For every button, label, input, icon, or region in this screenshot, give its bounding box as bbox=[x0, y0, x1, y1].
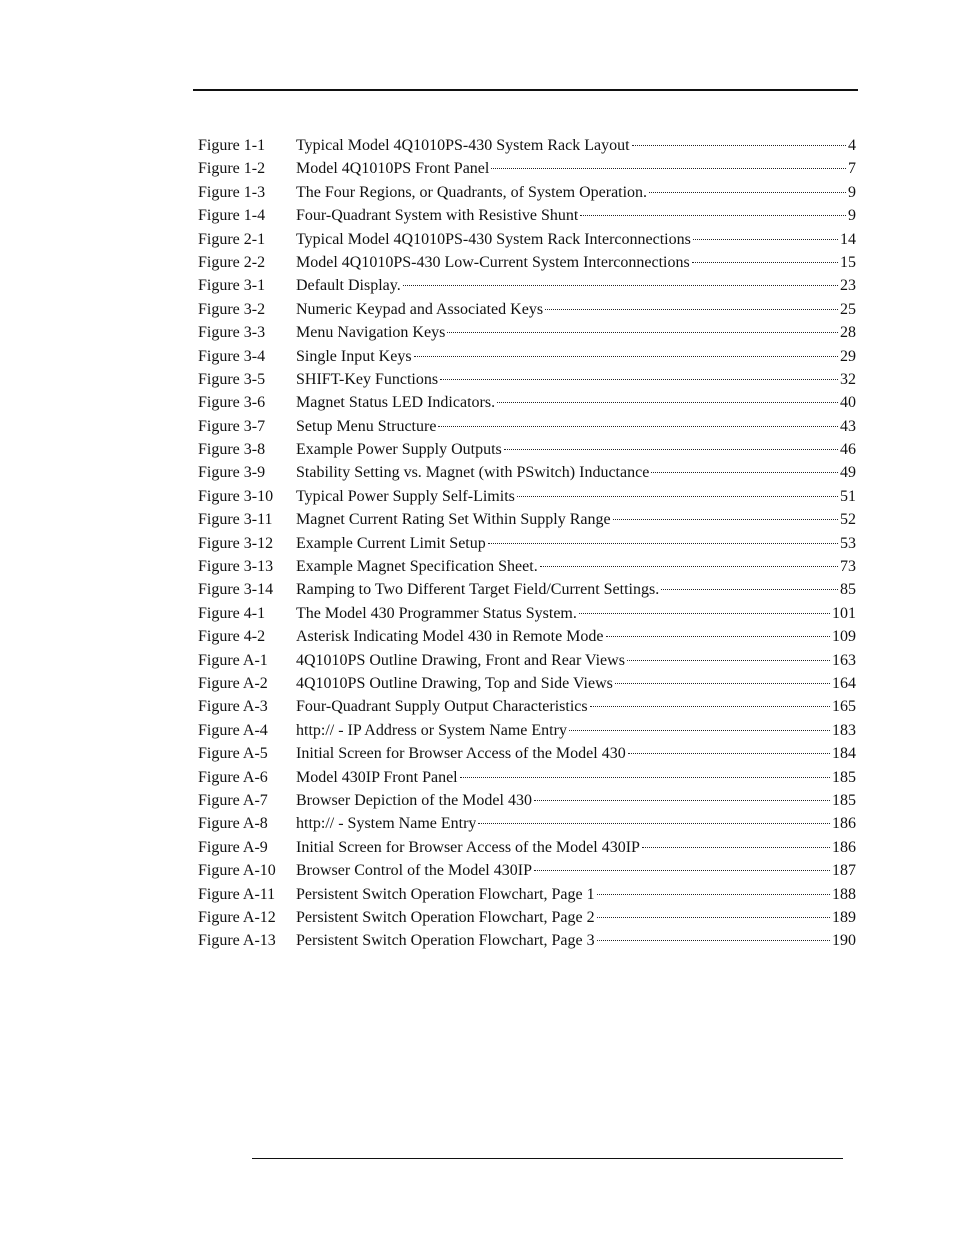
figure-number: Figure 3-11 bbox=[198, 511, 273, 529]
dot-leader bbox=[642, 847, 830, 848]
figure-title: 4Q1010PS Outline Drawing, Top and Side Views bbox=[296, 674, 613, 692]
page-number: 9 bbox=[848, 207, 856, 225]
dot-leader bbox=[590, 706, 830, 707]
page-number: 187 bbox=[832, 862, 856, 880]
figure-number: Figure 3-4 bbox=[198, 347, 266, 365]
figure-number: Figure A-7 bbox=[198, 791, 268, 809]
figure-title: Typical Model 4Q1010PS-430 System Rack Layout bbox=[296, 137, 630, 154]
figure-entry[interactable] bbox=[198, 204, 856, 227]
dot-leader bbox=[613, 519, 838, 520]
page-number: 85 bbox=[840, 581, 856, 599]
page-number: 164 bbox=[832, 674, 856, 692]
figure-number: Figure 2-2 bbox=[198, 253, 266, 271]
list-of-figures bbox=[198, 134, 856, 953]
figure-title: Persistent Switch Operation Flowchart, Page 1 bbox=[296, 885, 595, 903]
figure-entry[interactable] bbox=[198, 625, 856, 648]
figure-number: Figure A-3 bbox=[198, 698, 268, 716]
page-number: 190 bbox=[832, 932, 856, 950]
page-number: 15 bbox=[840, 253, 856, 271]
figure-entry[interactable] bbox=[198, 157, 856, 180]
figure-title: Persistent Switch Operation Flowchart, Page 2 bbox=[296, 908, 595, 926]
figure-title: Menu Navigation Keys bbox=[296, 324, 446, 342]
figure-title: Four-Quadrant System with Resistive Shunt bbox=[296, 207, 579, 225]
figure-number: Figure 4-2 bbox=[198, 628, 266, 646]
figure-entry[interactable] bbox=[198, 181, 856, 204]
dot-leader bbox=[497, 402, 838, 403]
figure-entry[interactable] bbox=[198, 532, 856, 555]
dot-leader bbox=[615, 683, 830, 684]
figure-entry[interactable] bbox=[198, 883, 856, 906]
page-number: 165 bbox=[832, 698, 856, 716]
figure-title: Setup Menu Structure bbox=[296, 417, 437, 435]
page-number: 186 bbox=[832, 815, 856, 833]
page-number: 185 bbox=[832, 768, 856, 786]
page-number: 40 bbox=[840, 394, 856, 412]
dot-leader bbox=[517, 496, 838, 497]
page-number: 29 bbox=[840, 347, 856, 365]
figure-number: Figure A-4 bbox=[198, 721, 268, 739]
header-rule bbox=[193, 89, 858, 91]
figure-entry[interactable] bbox=[198, 298, 856, 321]
figure-title: Magnet Current Rating Set Within Supply Range bbox=[296, 511, 611, 529]
page-number: 32 bbox=[840, 370, 856, 388]
page-number: 186 bbox=[832, 838, 856, 856]
dot-leader bbox=[460, 777, 830, 778]
figure-title: Example Magnet Specification Sheet. bbox=[296, 558, 538, 576]
figure-entry[interactable] bbox=[198, 929, 856, 952]
figure-entry[interactable] bbox=[198, 274, 856, 297]
figure-title: Persistent Switch Operation Flowchart, Page 3 bbox=[296, 932, 595, 950]
figure-title: The Model 430 Programmer Status System. bbox=[296, 604, 577, 622]
page-number: 163 bbox=[832, 651, 856, 669]
figure-entry[interactable] bbox=[198, 391, 856, 414]
dot-leader bbox=[632, 145, 846, 146]
figure-title: SHIFT-Key Functions bbox=[296, 370, 439, 388]
figure-title: The Four Regions, or Quadrants, of System Operation. bbox=[296, 183, 648, 201]
figure-title: Asterisk Indicating Model 430 in Remote Mode bbox=[296, 628, 604, 646]
figure-entry[interactable] bbox=[198, 485, 856, 508]
figure-entry[interactable] bbox=[198, 766, 856, 789]
dot-leader bbox=[504, 449, 838, 450]
figure-title: http:// - IP Address or System Name Entry bbox=[296, 721, 567, 739]
page-number: 183 bbox=[832, 721, 856, 739]
figure-entry[interactable] bbox=[198, 415, 856, 438]
figure-title: Model 430IP Front Panel bbox=[296, 768, 458, 786]
figure-number: Figure A-2 bbox=[198, 674, 268, 692]
figure-title: Stability Setting vs. Magnet (with PSwitch) Inductance bbox=[296, 464, 650, 482]
figure-number: Figure 3-7 bbox=[198, 417, 266, 435]
figure-number: Figure 1-4 bbox=[198, 207, 266, 225]
dot-leader bbox=[597, 917, 830, 918]
dot-leader bbox=[540, 566, 838, 567]
figure-title: Initial Screen for Browser Access of the Model 430IP bbox=[296, 838, 640, 856]
figure-number: Figure A-10 bbox=[198, 862, 276, 880]
figure-number: Figure 2-1 bbox=[198, 230, 266, 248]
figure-entry[interactable] bbox=[198, 812, 856, 835]
figure-title: 4Q1010PS Outline Drawing, Front and Rear Views bbox=[296, 651, 625, 669]
page-number: 53 bbox=[840, 534, 856, 552]
dot-leader bbox=[693, 239, 838, 240]
figure-number: Figure 1-3 bbox=[198, 183, 266, 201]
figure-entry[interactable] bbox=[198, 508, 856, 531]
figure-number: Figure 3-5 bbox=[198, 370, 266, 388]
dot-leader bbox=[534, 870, 830, 871]
dot-leader bbox=[491, 168, 846, 169]
figure-title: Initial Screen for Browser Access of the Model 430 bbox=[296, 745, 626, 763]
figure-number: Figure 3-10 bbox=[198, 487, 274, 505]
figure-number: Figure 3-3 bbox=[198, 324, 266, 342]
dot-leader bbox=[478, 823, 830, 824]
figure-number: Figure 1-1 bbox=[198, 137, 266, 154]
figure-entry[interactable] bbox=[198, 789, 856, 812]
figure-number: Figure 3-6 bbox=[198, 394, 266, 412]
page-number: 51 bbox=[840, 487, 856, 505]
figure-title: http:// - System Name Entry bbox=[296, 815, 477, 833]
figure-entry[interactable] bbox=[198, 368, 856, 391]
figure-entry[interactable] bbox=[198, 555, 856, 578]
dot-leader bbox=[488, 543, 838, 544]
figure-number: Figure 3-1 bbox=[198, 277, 266, 295]
page-number: 28 bbox=[840, 324, 856, 342]
page-number: 9 bbox=[848, 183, 856, 201]
dot-leader bbox=[651, 472, 838, 473]
page-number: 49 bbox=[840, 464, 856, 482]
page-number: 73 bbox=[840, 558, 856, 576]
page-number: 52 bbox=[840, 511, 856, 529]
figure-entry[interactable] bbox=[198, 836, 856, 859]
figure-title: Magnet Status LED Indicators. bbox=[296, 394, 496, 412]
dot-leader bbox=[597, 894, 830, 895]
figure-number: Figure A-8 bbox=[198, 815, 268, 833]
figure-entry[interactable] bbox=[198, 228, 856, 251]
figure-title: Example Power Supply Outputs bbox=[296, 441, 502, 459]
page-number: 14 bbox=[840, 230, 856, 248]
dot-leader bbox=[627, 660, 830, 661]
dot-leader bbox=[545, 309, 838, 310]
figure-entry[interactable] bbox=[198, 438, 856, 461]
page-number: 184 bbox=[832, 745, 856, 763]
figure-number: Figure 3-13 bbox=[198, 558, 274, 576]
figure-number: Figure A-5 bbox=[198, 745, 268, 763]
page-number: 43 bbox=[840, 417, 856, 435]
figure-title: Browser Depiction of the Model 430 bbox=[296, 791, 532, 809]
figure-number: Figure 3-8 bbox=[198, 441, 266, 459]
page-number: 46 bbox=[840, 441, 856, 459]
figure-entry[interactable] bbox=[198, 578, 856, 601]
figure-title: Ramping to Two Different Target Field/Current Settings. bbox=[296, 581, 660, 599]
page-number: 109 bbox=[832, 628, 856, 646]
figure-number: Figure A-6 bbox=[198, 768, 268, 786]
dot-leader bbox=[403, 285, 838, 286]
figure-title: Four-Quadrant Supply Output Characteristics bbox=[296, 698, 588, 716]
figure-entry[interactable] bbox=[198, 345, 856, 368]
page-number: 23 bbox=[840, 277, 856, 295]
figure-number: Figure 3-2 bbox=[198, 300, 266, 318]
dot-leader bbox=[606, 636, 830, 637]
page-number: 185 bbox=[832, 791, 856, 809]
figure-title: Browser Control of the Model 430IP bbox=[296, 862, 532, 880]
figure-title: Typical Model 4Q1010PS-430 System Rack Interconnections bbox=[296, 230, 691, 248]
figure-entry[interactable] bbox=[198, 719, 856, 742]
figure-entry[interactable] bbox=[198, 251, 856, 274]
figure-entry[interactable] bbox=[198, 906, 856, 929]
figure-title: Model 4Q1010PS Front Panel bbox=[296, 160, 490, 178]
figure-title: Typical Power Supply Self-Limits bbox=[296, 487, 515, 505]
figure-title: Default Display. bbox=[296, 277, 401, 295]
dot-leader bbox=[661, 589, 838, 590]
dot-leader bbox=[414, 356, 838, 357]
dot-leader bbox=[447, 332, 838, 333]
figure-entry[interactable] bbox=[198, 742, 856, 765]
figure-entry[interactable] bbox=[198, 859, 856, 882]
figure-entry[interactable] bbox=[198, 134, 856, 157]
dot-leader bbox=[534, 800, 830, 801]
page-number: 101 bbox=[832, 604, 856, 622]
figure-entry[interactable] bbox=[198, 672, 856, 695]
page-number: 7 bbox=[848, 160, 856, 178]
figure-number: Figure A-13 bbox=[198, 932, 276, 950]
page-number: 188 bbox=[832, 885, 856, 903]
dot-leader bbox=[649, 192, 846, 193]
figure-number: Figure A-9 bbox=[198, 838, 268, 856]
footer-rule bbox=[252, 1158, 843, 1159]
figure-number: Figure 3-9 bbox=[198, 464, 266, 482]
figure-number: Figure 3-12 bbox=[198, 534, 274, 552]
figure-number: Figure 4-1 bbox=[198, 604, 266, 622]
figure-entry[interactable] bbox=[198, 695, 856, 718]
figure-entry[interactable] bbox=[198, 321, 856, 344]
figure-title: Example Current Limit Setup bbox=[296, 534, 486, 552]
page-number: 4 bbox=[848, 137, 856, 154]
figure-number: Figure A-1 bbox=[198, 651, 268, 669]
figure-title: Single Input Keys bbox=[296, 347, 412, 365]
figure-title: Model 4Q1010PS-430 Low-Current System Interconnections bbox=[296, 253, 690, 271]
figure-number: Figure A-11 bbox=[198, 885, 276, 903]
figure-number: Figure 3-14 bbox=[198, 581, 274, 599]
figure-entry[interactable] bbox=[198, 602, 856, 625]
dot-leader bbox=[628, 753, 830, 754]
dot-leader bbox=[580, 215, 846, 216]
figure-entry[interactable] bbox=[198, 461, 856, 484]
page-number: 25 bbox=[840, 300, 856, 318]
figure-entry[interactable] bbox=[198, 649, 856, 672]
figure-number: Figure 1-2 bbox=[198, 160, 266, 178]
figure-number: Figure A-12 bbox=[198, 908, 276, 926]
dot-leader bbox=[597, 940, 830, 941]
page-number: 189 bbox=[832, 908, 856, 926]
dot-leader bbox=[579, 613, 830, 614]
dot-leader bbox=[569, 730, 830, 731]
figure-title: Numeric Keypad and Associated Keys bbox=[296, 300, 544, 318]
dot-leader bbox=[438, 426, 838, 427]
dot-leader bbox=[440, 379, 838, 380]
dot-leader bbox=[692, 262, 838, 263]
